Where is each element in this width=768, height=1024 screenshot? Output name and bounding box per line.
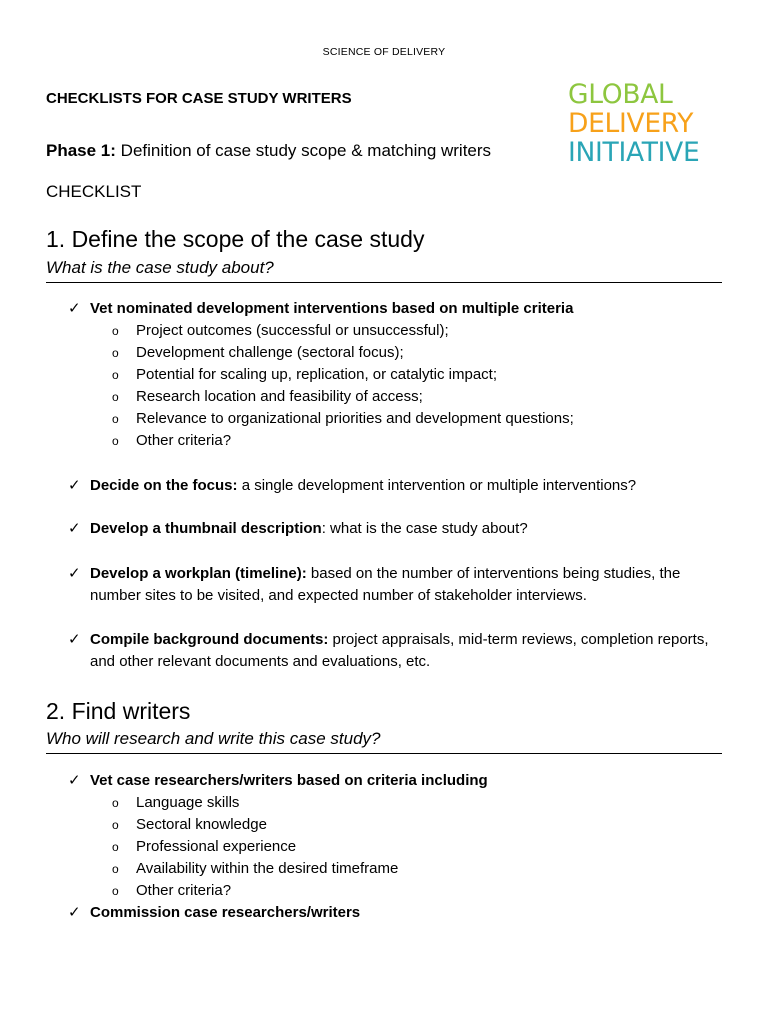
item-bold: Compile background documents: bbox=[90, 631, 329, 648]
sub-item bbox=[112, 792, 239, 814]
checkmark-icon: ✓ bbox=[68, 565, 81, 582]
sub-item-text: Language skills bbox=[136, 794, 240, 811]
checklist-item bbox=[68, 475, 728, 497]
circle-bullet-icon: o bbox=[112, 796, 119, 810]
checklist-item bbox=[68, 629, 728, 673]
circle-bullet-icon: o bbox=[112, 368, 119, 382]
checkmark-icon: ✓ bbox=[68, 772, 81, 789]
checklist-label: CHECKLIST bbox=[46, 182, 142, 201]
circle-bullet-icon: o bbox=[112, 862, 119, 876]
item-bold: Vet case researchers/writers based on criteria including bbox=[90, 772, 488, 789]
circle-bullet-icon: o bbox=[112, 324, 119, 338]
section-1-subheading: What is the case study about? bbox=[46, 258, 274, 277]
checklist-item bbox=[68, 563, 728, 607]
sub-item bbox=[112, 342, 404, 364]
sub-item-text: Sectoral knowledge bbox=[136, 816, 267, 833]
section-2-rule bbox=[46, 753, 722, 754]
checklist-item bbox=[68, 902, 728, 924]
checklist-item bbox=[68, 518, 728, 540]
item-bold: Commission case researchers/writers bbox=[90, 904, 361, 921]
item-text: a single development intervention or multiple interventions? bbox=[237, 477, 637, 494]
item-bold: Vet nominated development interventions based on multiple criteria bbox=[90, 300, 574, 317]
phase-line bbox=[46, 141, 491, 161]
logo-line-1: GLOBAL bbox=[568, 79, 673, 110]
sub-item-text: Project outcomes (successful or unsuccessful); bbox=[136, 322, 449, 339]
sub-item bbox=[112, 408, 574, 430]
checkmark-icon: ✓ bbox=[68, 904, 81, 921]
phase-text: Definition of case study scope & matching writers bbox=[115, 141, 492, 160]
sub-item-text: Research location and feasibility of access; bbox=[136, 388, 423, 405]
sub-item bbox=[112, 386, 423, 408]
section-2-subheading: Who will research and write this case study? bbox=[46, 729, 381, 748]
circle-bullet-icon: o bbox=[112, 884, 119, 898]
sub-item-text: Relevance to organizational priorities and development questions; bbox=[136, 410, 574, 427]
checkmark-icon: ✓ bbox=[68, 631, 81, 648]
global-delivery-initiative-logo bbox=[568, 80, 748, 167]
sub-item bbox=[112, 836, 296, 858]
circle-bullet-icon: o bbox=[112, 434, 119, 448]
sub-item bbox=[112, 430, 231, 452]
item-text: based on the number of interventions being studies, the number sites to be visited, and expected number of stakeholder interviews. bbox=[90, 565, 681, 604]
sub-item bbox=[112, 880, 231, 902]
sub-item bbox=[112, 814, 267, 836]
item-text: : what is the case study about? bbox=[321, 520, 528, 537]
phase-label: Phase 1: bbox=[46, 141, 116, 160]
circle-bullet-icon: o bbox=[112, 346, 119, 360]
item-bold: Develop a thumbnail description bbox=[90, 520, 322, 537]
circle-bullet-icon: o bbox=[112, 412, 119, 426]
checklist-item bbox=[68, 770, 728, 792]
circle-bullet-icon: o bbox=[112, 818, 119, 832]
sub-item-text: Development challenge (sectoral focus); bbox=[136, 344, 404, 361]
document-title: CHECKLISTS FOR CASE STUDY WRITERS bbox=[46, 90, 352, 107]
sub-item-text: Other criteria? bbox=[136, 882, 232, 899]
logo-line-2: DELIVERY bbox=[568, 108, 694, 139]
checkmark-icon: ✓ bbox=[68, 477, 81, 494]
running-header: SCIENCE OF DELIVERY bbox=[322, 46, 446, 58]
circle-bullet-icon: o bbox=[112, 840, 119, 854]
sub-item bbox=[112, 858, 398, 880]
section-1-rule bbox=[46, 282, 722, 283]
checkmark-icon: ✓ bbox=[68, 520, 81, 537]
checklist-item bbox=[68, 298, 728, 320]
item-bold: Decide on the focus: bbox=[90, 477, 238, 494]
section-2-heading: 2. Find writers bbox=[46, 698, 191, 724]
sub-item-text: Professional experience bbox=[136, 838, 297, 855]
sub-item bbox=[112, 364, 497, 386]
sub-item-text: Potential for scaling up, replication, or catalytic impact; bbox=[136, 366, 498, 383]
circle-bullet-icon: o bbox=[112, 390, 119, 404]
section-1-heading: 1. Define the scope of the case study bbox=[46, 226, 425, 252]
checkmark-icon: ✓ bbox=[68, 300, 81, 317]
sub-item-text: Other criteria? bbox=[136, 432, 232, 449]
sub-item bbox=[112, 320, 449, 342]
logo-line-3: INITIATIVE bbox=[568, 137, 700, 168]
item-bold: Develop a workplan (timeline): bbox=[90, 565, 307, 582]
item-text: project appraisals, mid-term reviews, completion reports, and other relevant documents and evaluations, etc. bbox=[90, 631, 709, 670]
sub-item-text: Availability within the desired timeframe bbox=[136, 860, 399, 877]
